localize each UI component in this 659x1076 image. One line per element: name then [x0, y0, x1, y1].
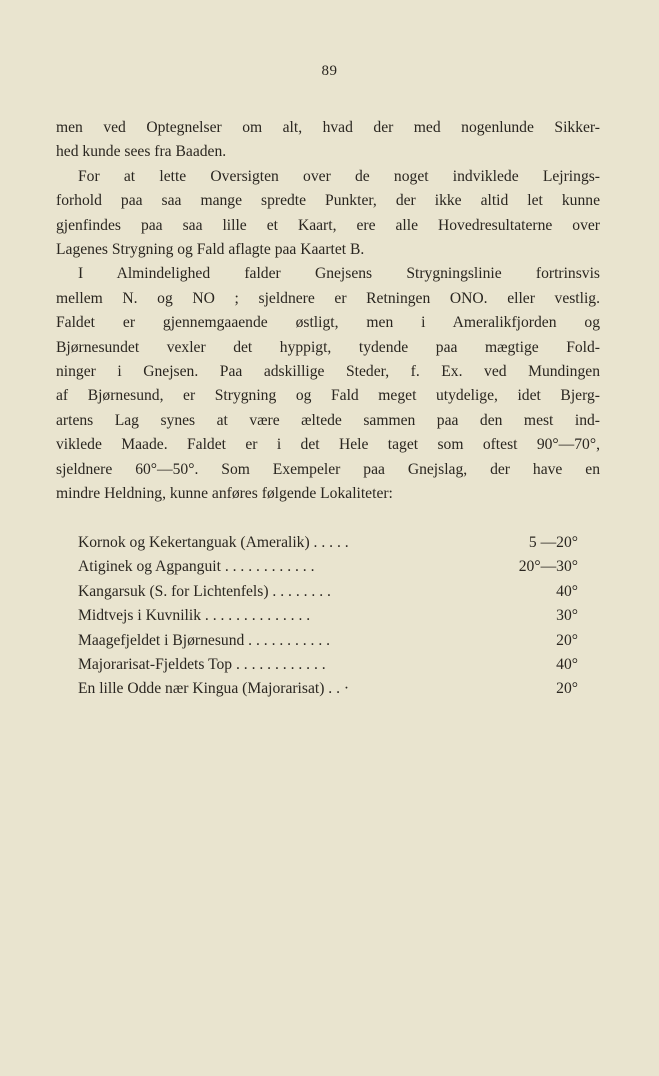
- text-line: For at lette Oversigten over de noget indviklede Lejrings-: [78, 167, 600, 185]
- text-line: mindre Heldning, kunne anføres følgende Lokaliteter:: [56, 485, 393, 503]
- body-text: [56, 116, 600, 507]
- dip-value: 30°: [556, 607, 578, 625]
- text-line: I Almindelighed falder Gnejsens Strygningslinie fortrinsvis: [78, 265, 600, 283]
- list-item: [78, 555, 578, 579]
- locality-name: Atiginek og Agpanguit . . . . . . . . . . . .: [78, 558, 315, 576]
- list-item: [78, 677, 578, 701]
- text-line: af Bjørnesund, er Strygning og Fald meget utydelige, idet Bjerg-: [56, 387, 600, 405]
- text-line: Bjørnesundet vexler det hyppigt, tydende paa mægtige Fold-: [56, 338, 600, 356]
- text-line: men ved Optegnelser om alt, hvad der med nogenlunde Sikker-: [56, 119, 600, 136]
- dip-value: 20°—30°: [518, 558, 578, 576]
- localities-list: [78, 531, 578, 702]
- locality-name: Maagefjeldet i Bjørnesund . . . . . . . . . . .: [78, 631, 331, 649]
- text-line: forhold paa saa mange spredte Punkter, der ikke altid let kunne: [56, 192, 600, 210]
- text-line: ninger i Gnejsen. Paa adskillige Steder, f. Ex. ved Mundingen: [56, 363, 600, 381]
- paragraph: [56, 116, 600, 165]
- locality-name: Midtvejs i Kuvnilik . . . . . . . . . . . . . .: [78, 607, 311, 625]
- dip-value: 20°: [556, 680, 578, 698]
- list-item: [78, 531, 578, 555]
- text-line: Faldet er gjennemgaaende østligt, men i Ameralikfjorden og: [56, 314, 600, 332]
- list-item: [78, 580, 578, 604]
- text-line: sjeldnere 60°—50°. Som Exempeler paa Gnejslag, der have en: [56, 460, 600, 478]
- text-line: Lagenes Strygning og Fald aflagte paa Kaartet B.: [56, 241, 365, 259]
- paragraph: [56, 165, 600, 263]
- text-line: viklede Maade. Faldet er i det Hele taget som oftest 90°—70°,: [56, 436, 600, 454]
- dip-value: 40°: [556, 582, 578, 600]
- list-item: [78, 629, 578, 653]
- locality-name: Kangarsuk (S. for Lichtenfels) . . . . . . . .: [78, 582, 331, 600]
- dip-value: 5 —20°: [528, 534, 578, 551]
- text-line: mellem N. og NO ; sjeldnere er Retningen ONO. eller vestlig.: [56, 289, 600, 307]
- locality-name: Kornok og Kekertanguak (Ameralik) . . . . .: [78, 534, 349, 551]
- paragraph: [56, 262, 600, 506]
- locality-name: En lille Odde nær Kingua (Majorarisat) . . ·: [78, 680, 350, 698]
- dip-value: 20°: [556, 631, 578, 649]
- locality-name: Majorarisat-Fjeldets Top . . . . . . . . . . . .: [78, 655, 326, 673]
- text-line: artens Lag synes at være æltede sammen paa den mest ind-: [56, 411, 600, 429]
- page-number: 89: [321, 63, 338, 79]
- text-line: gjenfindes paa saa lille et Kaart, ere alle Hovedresultaterne over: [56, 216, 600, 234]
- text-line: hed kunde sees fra Baaden.: [56, 143, 227, 161]
- list-item: [78, 653, 578, 677]
- dip-value: 40°: [556, 655, 578, 673]
- list-item: [78, 604, 578, 628]
